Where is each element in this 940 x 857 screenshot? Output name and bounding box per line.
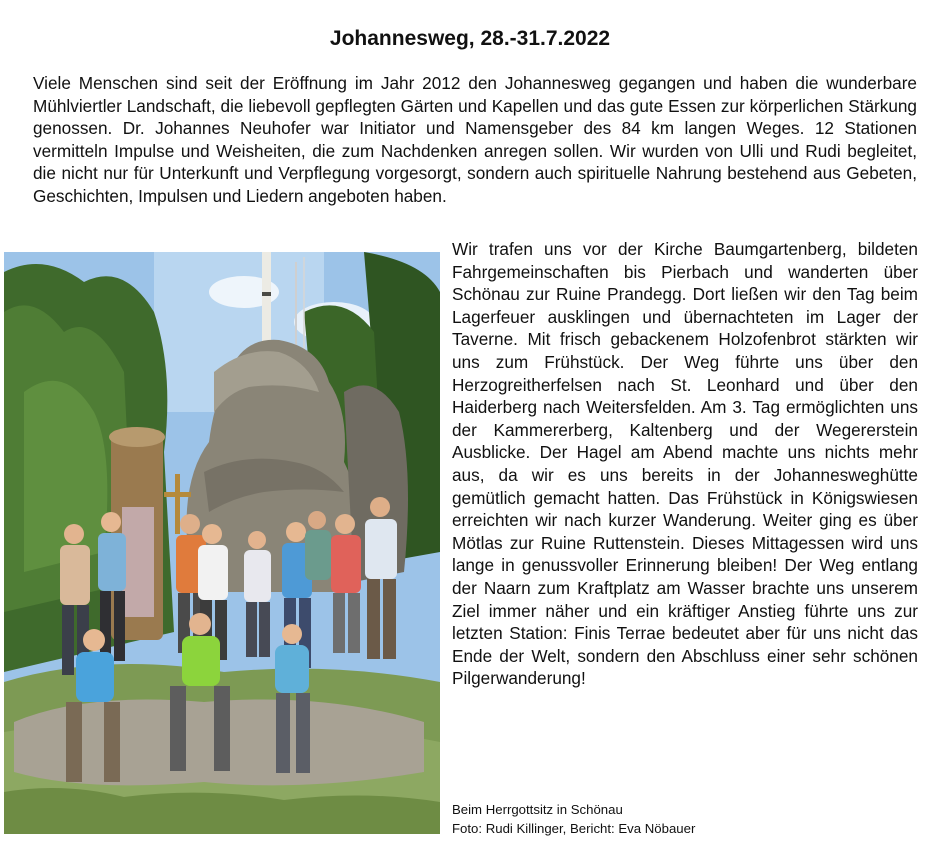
caption-credits: Foto: Rudi Killinger, Bericht: Eva Nöbauer: [452, 821, 696, 836]
article-title: Johannesweg, 28.-31.7.2022: [329, 27, 611, 50]
caption-location: Beim Herrgottsitz in Schönau: [452, 802, 623, 817]
intro-paragraph: Viele Menschen sind seit der Eröffnung im Jahr 2012 den Johannesweg gegangen und haben die wunderbare Mühlviertler Landschaft, die liebevoll gepflegten Gärten und Kapellen und das gute Essen zur körperlichen Stärkung genossen. Dr. Johannes Neuhofer war Initiator und Namensgeber des 84 km langen Weges. 12 Stationen vermitteln Impulse und Weisheiten, die zum Nachdenken anregen sollen. Wir wurden von Ulli und Rudi begleitet, die nicht nur für Unterkunft und Verpflegung vorgesorgt, sondern auch spirituelle Nahrung bestehend aus Gebeten, Geschichten, Impulsen und Liedern angeboten haben.: [33, 73, 917, 206]
group-photo: [4, 252, 440, 834]
story-paragraph: Wir trafen uns vor der Kirche Baumgartenberg, bildeten Fahrgemeinschaften bis Pierbach und wanderten über Schönau zur Ruine Prandegg. Dort ließen wir den Tag beim Lagerfeuer ausklingen und übernachteten im Lager der Taverne. Mit frisch gebackenem Holzofenbrot stärkten wir uns zum Frühstück. Der Weg führte uns über den Herzogreitherfelsen nach St. Leonhard und über den Haiderberg nach Weitersfelden. Am 3. Tag ermöglichten uns der Kammererberg, Kaltenberg und der Wegererstein Ausblicke. Der Hagel am Abend machte uns nichts mehr aus, da wir es uns bereits in der Johannesweghütte gemütlich gemacht hatten. Das Frühstück in Königswiesen erreichten wir nach kurzer Wanderung. Weiter ging es über Mötlas zur Ruine Ruttenstein. Dieses Mittagessen wird uns lange in genussvoller Erinnerung bleiben! Der Weg entlang der Naarn zum Kraftplatz am Wasser brachte uns unserem Ziel immer näher und ein kräftiger Anstieg führte uns zur letzten Station: Finis Terrae bedeutet aber für uns nicht das Ende der Welt, sondern den Abschluss einer sehr schönen Pilgerwanderung!: [452, 239, 918, 689]
photo-caption: [452, 800, 695, 838]
